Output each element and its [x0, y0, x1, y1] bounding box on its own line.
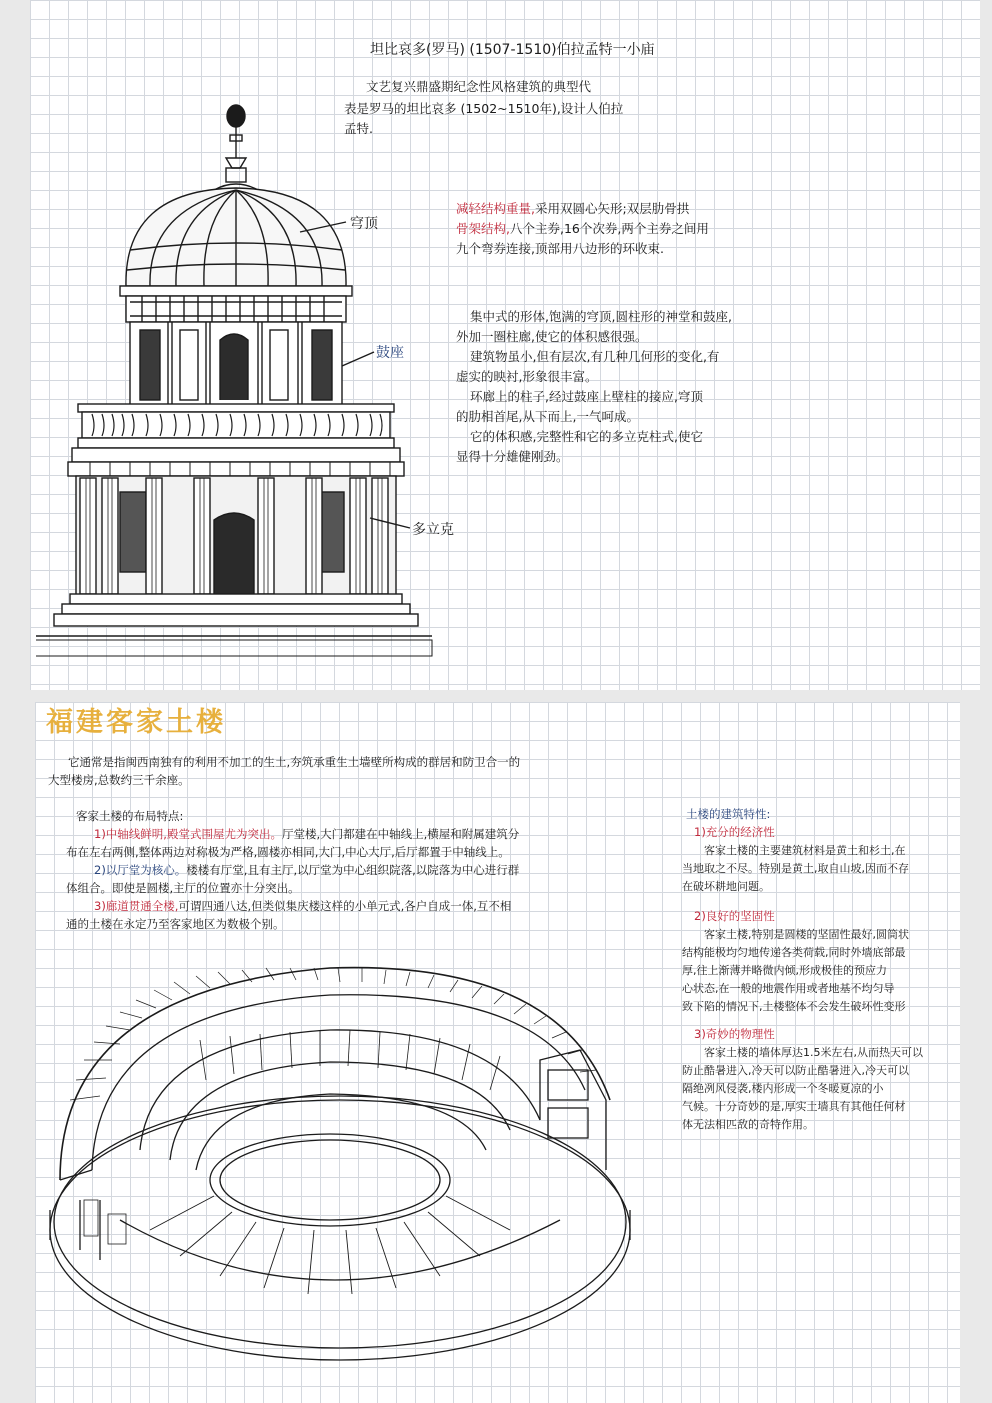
layout-point-1-cont: 布在左右两侧,整体两边对称极为严格,圆楼亦相同,大门,中心大厅,后厅都置于中轴线上。: [66, 845, 510, 859]
tulou-intro-1: 它通常是指闽西南独有的利用不加工的生土,夯筑承重生土墙壁所构成的群居和防卫合一的: [68, 755, 521, 769]
desc-line-5: 环廊上的柱子,经过鼓座上壁柱的接应,穹顶: [470, 389, 703, 404]
desc-line-8: 显得十分雄健刚劲。: [456, 449, 569, 464]
feature-2-title: 2)良好的坚固性: [694, 909, 775, 923]
feature-1-title: 1)充分的经济性: [694, 825, 775, 839]
layout-heading: 客家土楼的布局特点:: [76, 809, 184, 823]
feature-2-line-2: 结构能极均匀地传递各类荷载,同时外墙底部最: [682, 946, 906, 959]
features-heading: 土楼的建筑特性:: [686, 807, 771, 821]
structure-line-1: 减轻结构重量,采用双圆心矢形;双层肋骨拱: [456, 201, 690, 216]
label-drum: 鼓座: [376, 345, 404, 361]
tempietto-title: 坦比哀多(罗马) (1507-1510)伯拉孟特一小庙: [370, 42, 655, 58]
tulou-title: 福建客家土楼: [46, 707, 226, 738]
desc-line-2: 外加一圈柱廊,使它的体积感很强。: [456, 329, 648, 344]
desc-line-4: 虚实的映衬,形象很丰富。: [456, 369, 598, 384]
layout-point-3-cont: 通的土楼在永定乃至客家地区为数极个别。: [66, 917, 285, 931]
label-doric: 多立克: [412, 522, 454, 538]
feature-2-line-4: 心状态,在一般的地震作用或者地基不均匀导: [682, 982, 895, 995]
feature-3-title: 3)奇妙的物理性: [694, 1027, 775, 1041]
feature-3-line-5: 体无法相匹敌的奇特作用。: [682, 1118, 814, 1131]
feature-1-line-3: 在破坏耕地问题。: [682, 880, 770, 893]
tempietto-intro-1: 文艺复兴鼎盛期纪念性风格建筑的典型代: [366, 79, 592, 94]
layout-point-2: 2)以厅堂为核心。楼楼有厅堂,且有主厅,以厅堂为中心组织院落,以院落为中心进行群: [94, 863, 520, 877]
desc-line-3: 建筑物虽小,但有层次,有几种几何形的变化,有: [470, 349, 720, 364]
feature-2-line-1: 客家土楼,特别是圆楼的坚固性最好,圆筒状: [704, 928, 909, 941]
structure-line-3: 九个弯券连接,顶部用八边形的环收束.: [456, 241, 664, 256]
feature-2-line-3: 厚,往上渐薄并略微内倾,形成极佳的预应力: [682, 964, 887, 977]
feature-3-line-3: 隔绝冽风侵袭,楼内形成一个冬暖夏凉的小: [682, 1082, 884, 1095]
tempietto-intro-2: 表是罗马的坦比哀多 (1502~1510年),设计人伯拉: [344, 101, 624, 116]
feature-1-line-1: 客家土楼的主要建筑材料是黄土和杉土,在: [704, 844, 906, 857]
structure-line-2: 骨架结构,八个主券,16个次券,两个主券之间用: [456, 221, 709, 236]
layout-point-1: 1)中轴线鲜明,殿堂式围屋尤为突出。厅堂楼,大门都建在中轴线上,横屋和附属建筑分: [94, 827, 520, 841]
layout-point-2-cont: 体组合。即使是圆楼,主厅的位置亦十分突出。: [66, 881, 300, 895]
desc-line-6: 的肋相首尾,从下而上,一气呵成。: [456, 409, 639, 424]
feature-3-line-1: 客家土楼的墙体厚达1.5米左右,从而热天可以: [704, 1046, 923, 1059]
layout-point-3: 3)廊道贯通全楼,可谓四通八达,但类似集庆楼这样的小单元式,各户自成一体,互不相: [94, 899, 512, 913]
feature-2-line-5: 致下陷的情况下,土楼整体不会发生破坏性变形: [682, 1000, 906, 1013]
tempietto-intro-3: 孟特.: [344, 121, 373, 136]
feature-3-line-2: 防止酷暑进入,冷天可以防止酷暑进入,冷天可以: [682, 1064, 909, 1077]
desc-line-7: 它的体积感,完整性和它的多立克柱式,使它: [470, 429, 703, 444]
tulou-intro-2: 大型楼房,总数约三千余座。: [48, 773, 190, 787]
feature-1-line-2: 当地取之不尽。特别是黄土,取自山坡,因而不存: [682, 862, 909, 875]
desc-line-1: 集中式的形体,饱满的穹顶,圆柱形的神堂和鼓座,: [470, 309, 732, 324]
label-dome: 穹顶: [350, 216, 378, 232]
feature-3-line-4: 气候。十分奇妙的是,厚实土墙具有其他任何材: [682, 1100, 906, 1113]
